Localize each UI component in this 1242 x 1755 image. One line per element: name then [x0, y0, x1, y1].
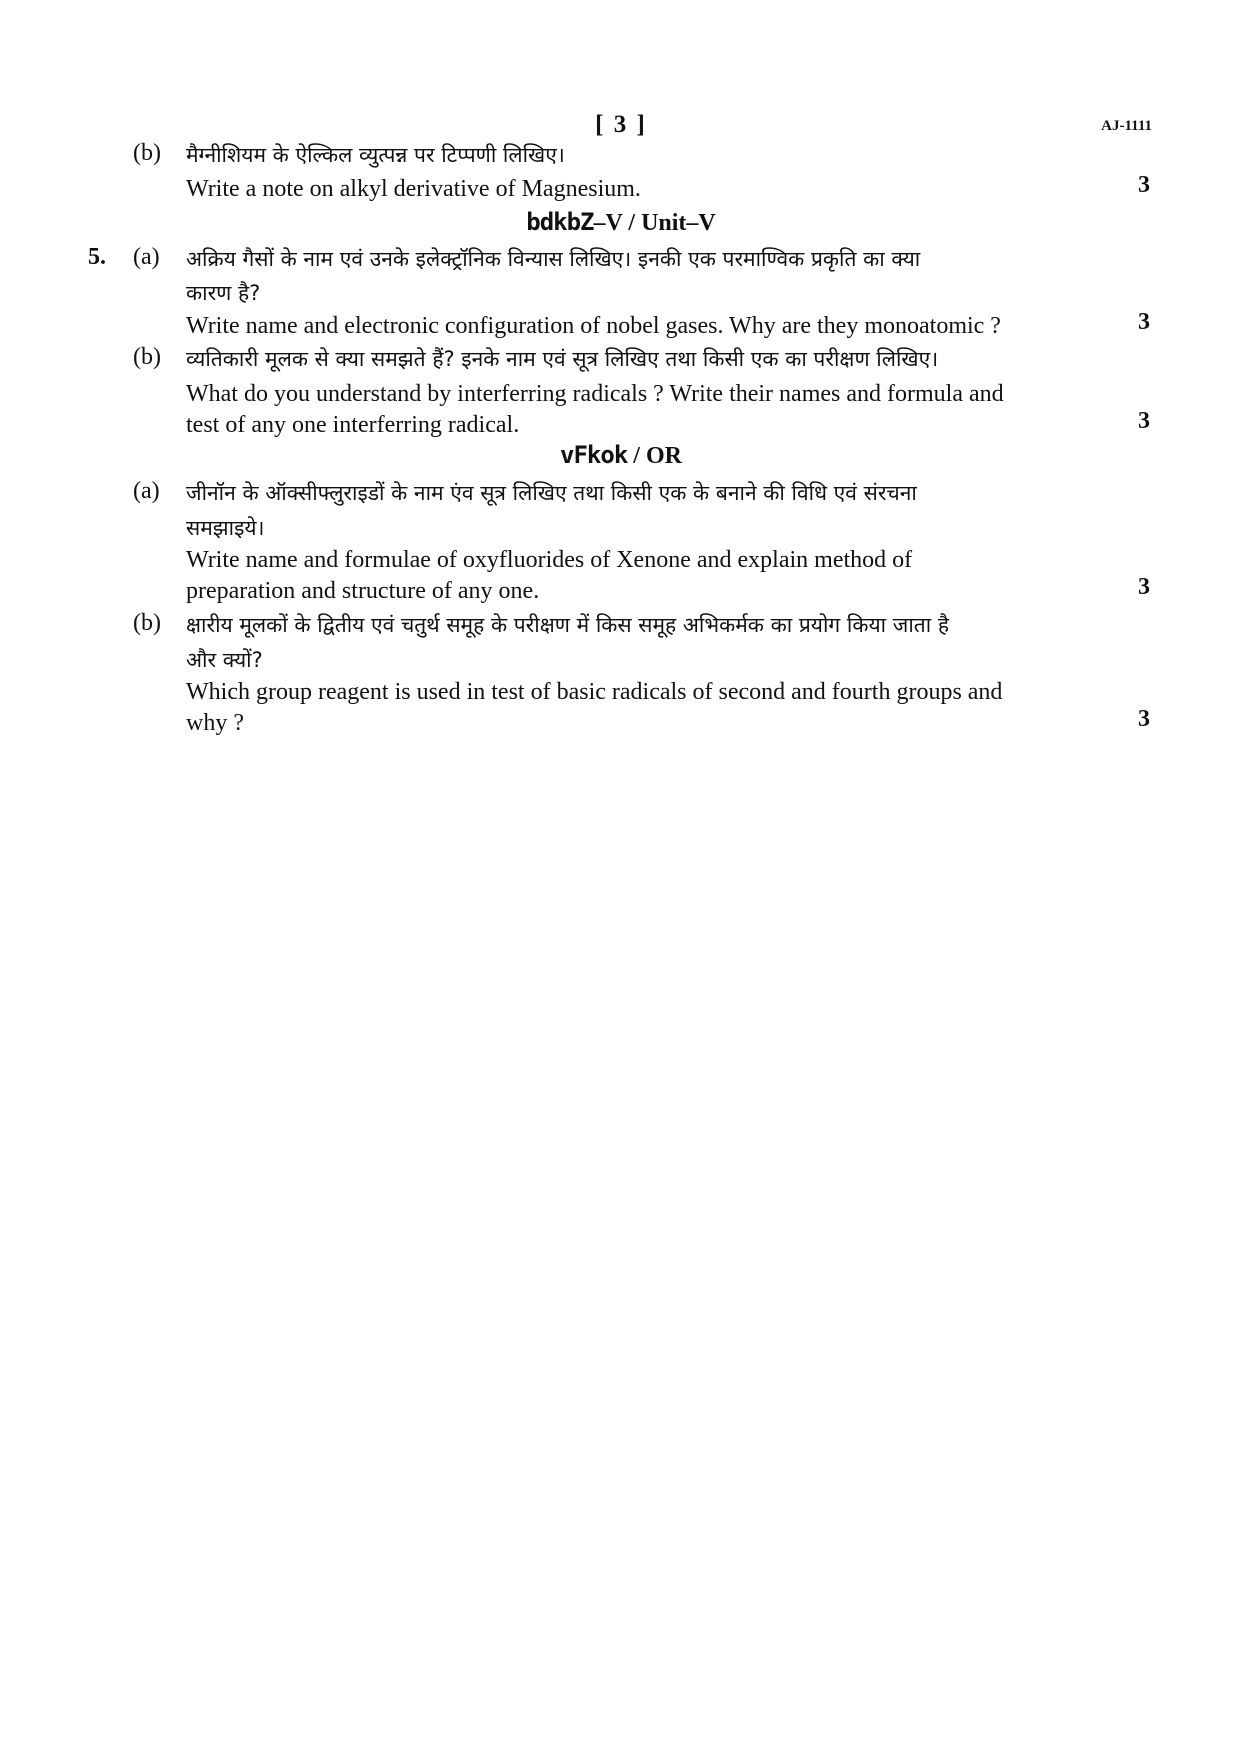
question-text-english: Which group reagent is used in test of basic radicals of second and fourth groups and: [186, 679, 1003, 705]
question-label: (b): [133, 344, 161, 370]
or-heading-english: / OR: [627, 443, 682, 469]
question-text-hindi: समझाइये।: [186, 516, 265, 540]
or-heading: [0, 441, 1242, 470]
question-text-english: Write name and formulae of oxyfluorides of Xenone and explain method of: [186, 547, 913, 573]
or-heading-hindi: vFkok: [560, 441, 628, 469]
unit-heading: [0, 208, 1242, 237]
question-number: 5.: [88, 244, 106, 270]
question-text-english: test of any one interferring radical.: [186, 412, 520, 438]
marks: 3: [1138, 706, 1150, 732]
question-label: (b): [133, 610, 161, 636]
question-label: (a): [133, 478, 160, 504]
page-number: [ 3 ]: [595, 111, 647, 138]
marks: 3: [1138, 574, 1150, 600]
unit-heading-english: –V / Unit–V: [593, 210, 716, 236]
question-text-hindi: मैग्नीशियम के ऐल्किल व्युत्पन्न पर टिप्पणी लिखिए।: [186, 143, 565, 167]
question-text-hindi: क्षारीय मूलकों के द्वितीय एवं चतुर्थ समूह के परीक्षण में किस समूह अभिकर्मक का प्रयोग किया जाता है: [186, 613, 950, 637]
question-text-hindi: अक्रिय गैसों के नाम एवं उनके इलेक्ट्रॉनिक विन्यास लिखिए। इनकी एक परमाण्विक प्रकृति का क्या: [186, 247, 921, 271]
question-text-hindi: व्यतिकारी मूलक से क्या समझते हैं? इनके नाम एवं सूत्र लिखिए तथा किसी एक का परीक्षण लिखिए।: [186, 347, 939, 371]
marks: 3: [1138, 408, 1150, 434]
paper-code: AJ-1111: [1101, 118, 1152, 134]
unit-heading-hindi: bdkbZ: [526, 208, 594, 236]
question-label: (b): [133, 140, 161, 166]
question-text-english: Write a note on alkyl derivative of Magnesium.: [186, 176, 641, 202]
question-text-english: preparation and structure of any one.: [186, 578, 540, 604]
question-text-hindi: जीनॉन के ऑक्सीफ्लुराइडों के नाम एंव सूत्र लिखिए तथा किसी एक के बनाने की विधि एवं संरचना: [186, 481, 917, 505]
marks: 3: [1138, 172, 1150, 198]
question-text-english: What do you understand by interferring radicals ? Write their names and formula and: [186, 381, 1004, 407]
question-text-hindi: और क्यों?: [186, 648, 263, 672]
marks: 3: [1138, 309, 1150, 335]
question-text-english: why ?: [186, 710, 244, 736]
question-text-hindi: कारण है?: [186, 281, 261, 305]
question-text-english: Write name and electronic configuration of nobel gases. Why are they monoatomic ?: [186, 313, 1001, 339]
question-label: (a): [133, 244, 160, 270]
